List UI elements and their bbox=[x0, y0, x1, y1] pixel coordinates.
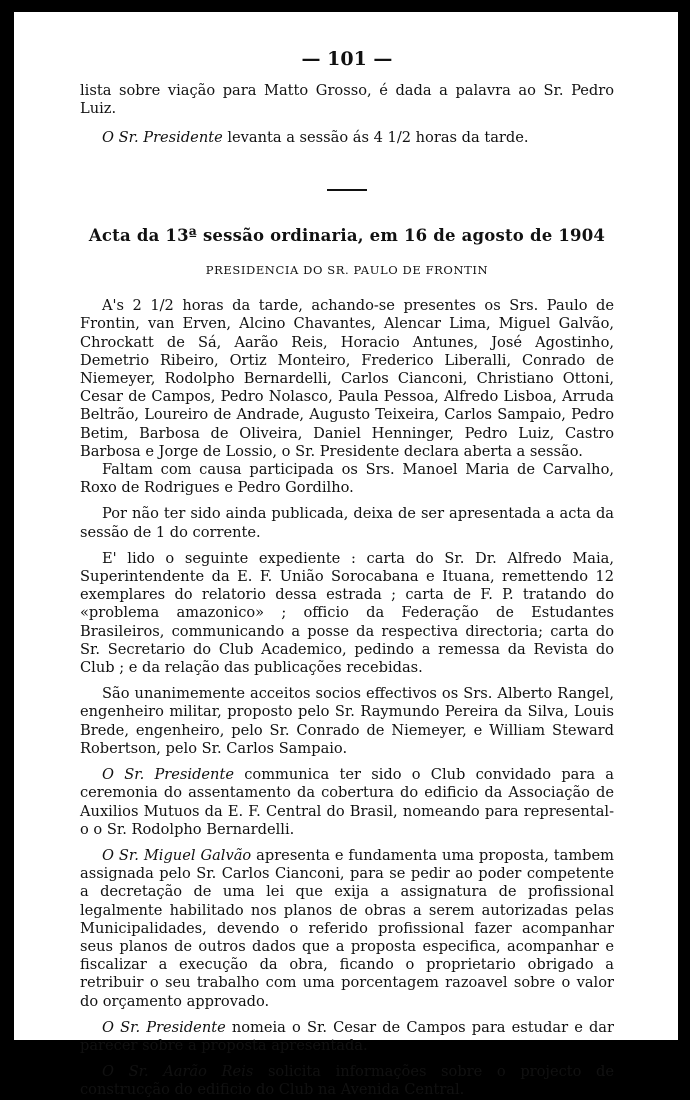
inquiry-paragraph bbox=[80, 1063, 614, 1099]
nomination-paragraph bbox=[80, 1019, 614, 1055]
speaker-name: O Sr. Presidente bbox=[102, 128, 223, 146]
section-title: Acta da 13ª sessão ordinaria, em 16 de agosto de 1904 bbox=[88, 225, 606, 245]
document-page bbox=[14, 12, 678, 1099]
attendance-paragraph: A's 2 1/2 horas da tarde, achando-se presentes os Srs. Paulo de Frontin, van Erven, Alcino Chavantes, Alencar Lima, Miguel Galvão, Chrockatt de Sá, Aarão Reis, Horacio Antunes, José Agostinho, Demetrio Ribeiro, Ortiz Monteiro, Frederico Liberalli, Conrado de Niemeyer, Rodolpho Bernardelli, Carlos Cianconi, Christiano Ottoni, Cesar de Campos, Pedro Nolasco, Paula Pessoa, Alfredo Lisboa, Arruda Beltrão, Loureiro de Andrade, Augusto Teixeira, Carlos Sampaio, Pedro Betim, Barbosa de Oliveira, Daniel Henninger, Pedro Luiz, Castro Barbosa e Jorge de Lossio, o Sr. Presidente declara aberta a sessão. bbox=[80, 297, 614, 460]
closing-paragraph bbox=[80, 129, 614, 147]
opening-paragraph: lista sobre viação para Matto Grosso, é dada a palavra ao Sr. Pedro Luiz. bbox=[80, 82, 614, 118]
page-number: — 101 — bbox=[301, 48, 393, 70]
page-content bbox=[80, 50, 614, 1100]
correspondence-paragraph: E' lido o seguinte expediente : carta do Sr. Dr. Alfredo Maia, Superintendente da E. F. União Sorocabana e Ituana, remettendo 12 exemplares do relatorio dessa estrada ; carta de F. P. tratando do «problema amazonico» ; officio da Federação de Estudantes Brasileiros, communicando a posse da respectiva directoria; carta do Sr. Secretario do Club Academico, pedindo a remessa da Revista do Club ; e da relação das publicações recebidas. bbox=[80, 549, 614, 677]
speaker-name: O Sr. Miguel Galvão bbox=[102, 846, 252, 864]
nomination-text: nomeia o Sr. Cesar de Campos para estudar e dar parecer sobre a proposta apresentada. bbox=[80, 1018, 614, 1054]
absent-paragraph: Faltam com causa participada os Srs. Manoel Maria de Carvalho, Roxo de Rodrigues e Pedro Gordilho. bbox=[80, 461, 614, 497]
invitation-text: communica ter sido o Club convidado para a ceremonia do assentamento da cobertura do edificio da Associação de Auxilios Mutuos da E. F. Central do Brasil, nomeando para represental-o o Sr. Rodolpho Bernardelli. bbox=[80, 766, 615, 838]
minutes-paragraph: Por não ter sido ainda publicada, deixa de ser apresentada a acta da sessão de 1 do corrente. bbox=[80, 505, 614, 541]
speaker-name: O Sr. Aarão Reis bbox=[102, 1063, 254, 1081]
proposal-paragraph bbox=[80, 847, 614, 1011]
invitation-paragraph bbox=[80, 766, 614, 839]
speaker-name: O Sr. Presidente bbox=[102, 1018, 226, 1036]
inquiry-text: solicita informações sobre o projecto de construcção do edificio do Club na Avenida Central. bbox=[80, 1063, 615, 1099]
section-divider bbox=[327, 189, 367, 191]
proposal-text: apresenta e fundamenta uma proposta, tambem assignada pelo Sr. Carlos Cianconi, para se pedir ao poder competente a decretação de uma lei que exija a assignatura de profissional legalmente habilitado nos planos de obras a serem autorizadas pelas Municipalidades, devendo o referido profissional fazer acompanhar seus planos de outros dados que a proposta especifica, acompanhar e fiscalizar a execução da obra, ficando o proprietario obrigado a retribuir o seu trabalho com uma porcentagem razoavel sobre o valor do orçamento approvado. bbox=[80, 846, 615, 1010]
speaker-name: O Sr. Presidente bbox=[102, 766, 234, 784]
presidency-line: PRESIDENCIA DO SR. PAULO DE FRONTIN bbox=[205, 263, 489, 278]
members-paragraph: São unanimemente acceitos socios effectivos os Srs. Alberto Rangel, engenheiro militar, proposto pelo Sr. Raymundo Pereira da Silva, Louis Brede, engenheiro, pelo Sr. Conrado de Niemeyer, e William Steward Robertson, pelo Sr. Carlos Sampaio. bbox=[80, 685, 614, 757]
closing-text: levanta a sessão ás 4 1/2 horas da tarde. bbox=[222, 128, 529, 146]
